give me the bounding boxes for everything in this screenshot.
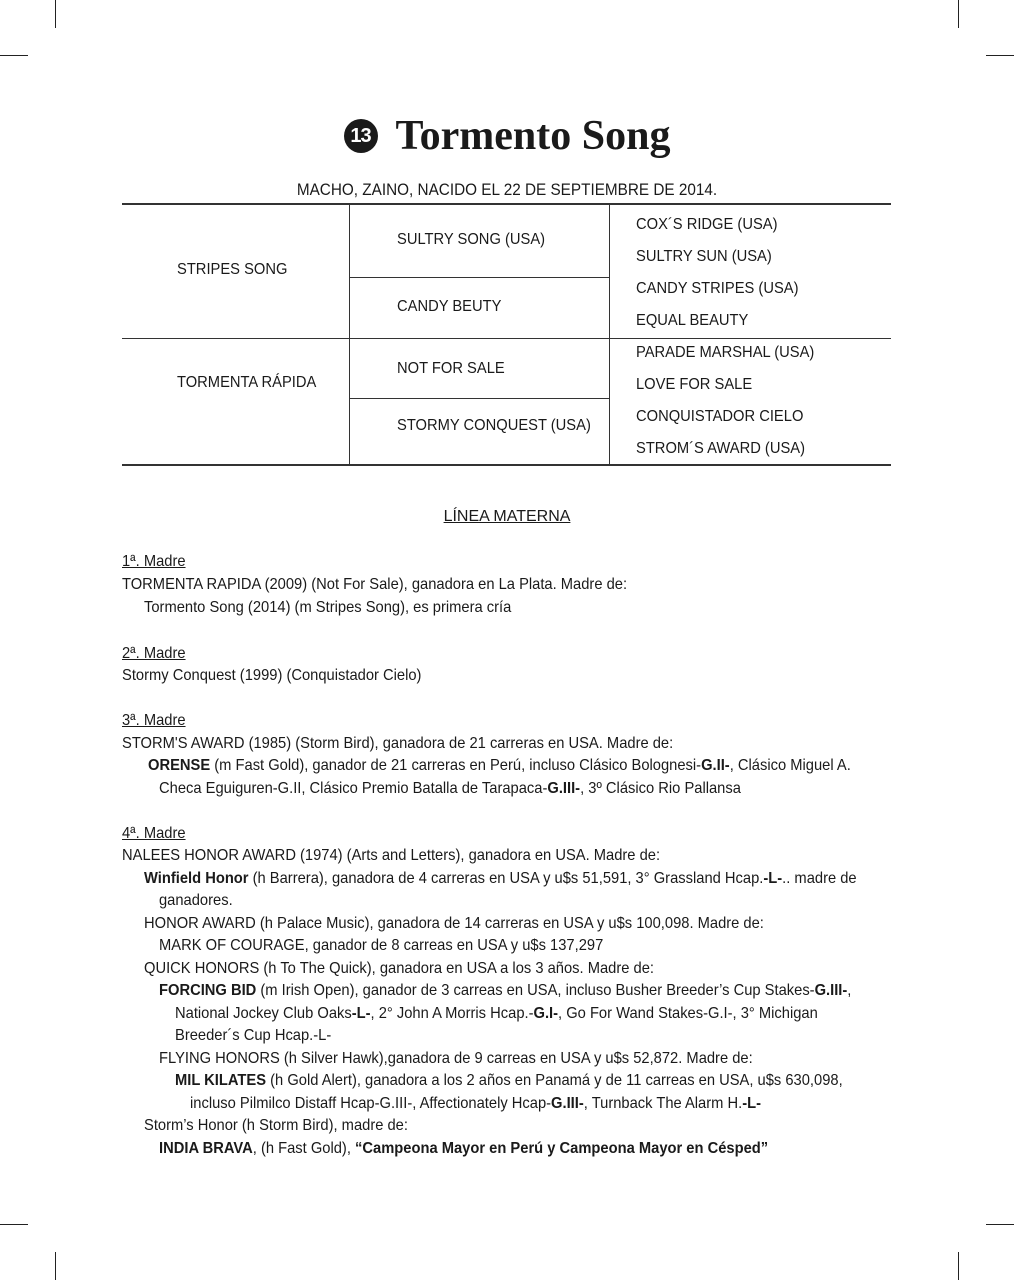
- table-divider: [349, 398, 609, 399]
- fourth-dam-line: NALEES HONOR AWARD (1974) (Arts and Letters), ganadora en USA. Madre de:: [122, 847, 661, 864]
- horse-name-bold: ORENSE: [148, 757, 211, 774]
- pedigree-gen3: EQUAL BEAUTY: [636, 312, 749, 329]
- crop-mark: [986, 1224, 1014, 1225]
- lot-number-badge: 13: [344, 119, 378, 153]
- crop-mark: [55, 1252, 56, 1280]
- pedigree-gen2: STORMY CONQUEST (USA): [397, 417, 591, 434]
- pedigree-gen3: COX´S RIDGE (USA): [636, 216, 778, 233]
- fourth-dam-label: 4ª. Madre: [122, 825, 186, 842]
- table-divider-middle: [122, 338, 891, 339]
- crop-mark: [958, 1252, 959, 1280]
- forcing-bid-entry-cont: Breeder´s Cup Hcap.-L-: [175, 1027, 332, 1044]
- pedigree-gen3: CONQUISTADOR CIELO: [636, 408, 804, 425]
- crop-mark: [55, 0, 56, 28]
- section-heading-maternal-line: LÍNEA MATERNA: [443, 508, 571, 525]
- mark-of-courage-entry: MARK OF COURAGE, ganador de 8 carreas en USA y u$s 137,297: [159, 937, 604, 954]
- orense-entry-cont: Checa Eguiguren-G.II, Clásico Premio Batalla de Tarapaca-G.III-, 3º Clásico Rio Pallansa: [159, 780, 741, 797]
- table-column-divider: [609, 203, 610, 466]
- second-dam-label: 2ª. Madre: [122, 645, 186, 662]
- first-dam-label: 1ª. Madre: [122, 553, 186, 570]
- pedigree-gen3: CANDY STRIPES (USA): [636, 280, 799, 297]
- title-row: [0, 112, 1014, 160]
- horse-description: MACHO, ZAINO, NACIDO EL 22 DE SEPTIEMBRE DE 2014.: [296, 180, 718, 199]
- pedigree-gen3: LOVE FOR SALE: [636, 376, 753, 393]
- second-dam-line: Stormy Conquest (1999) (Conquistador Cielo): [122, 667, 422, 684]
- third-dam-label: 3ª. Madre: [122, 712, 186, 729]
- pedigree-dam: TORMENTA RÁPIDA: [177, 374, 317, 391]
- winfield-entry: Winfield Honor (h Barrera), ganadora de 4 carreras en USA y u$s 51,591, 3° Grassland Hcap.-L-.. madre de: [144, 870, 857, 887]
- storms-honor-entry: Storm’s Honor (h Storm Bird), madre de:: [144, 1117, 408, 1134]
- honor-award-entry: HONOR AWARD (h Palace Music), ganadora de 14 carreras en USA y u$s 100,098. Madre de:: [144, 915, 764, 932]
- crop-mark: [986, 55, 1014, 56]
- quick-honors-entry: QUICK HONORS (h To The Quick), ganadora en USA a los 3 años. Madre de:: [144, 960, 654, 977]
- winfield-entry-cont: ganadores.: [159, 892, 233, 909]
- table-border-top: [122, 203, 891, 205]
- first-dam-line: TORMENTA RAPIDA (2009) (Not For Sale), ganadora en La Plata. Madre de:: [122, 576, 628, 593]
- orense-entry: ORENSE (m Fast Gold), ganador de 21 carreras en Perú, incluso Clásico Bolognesi-G.II-, Clásico Miguel A.: [148, 757, 851, 774]
- pedigree-table: [122, 203, 891, 466]
- pedigree-gen2: SULTRY SONG (USA): [397, 231, 546, 248]
- pedigree-sire: STRIPES SONG: [177, 261, 288, 278]
- mil-kilates-entry: MIL KILATES (h Gold Alert), ganadora a los 2 años en Panamá y de 11 carreas en USA, u$s 630,098,: [175, 1072, 843, 1089]
- first-dam-offspring: Tormento Song (2014) (m Stripes Song), es primera cría: [144, 599, 512, 616]
- pedigree-gen3: STROM´S AWARD (USA): [636, 440, 806, 457]
- pedigree-gen3: SULTRY SUN (USA): [636, 248, 772, 265]
- forcing-bid-entry-cont: National Jockey Club Oaks-L-, 2° John A Morris Hcap.-G.I-, Go For Wand Stakes-G.I-, 3° Michigan: [175, 1005, 818, 1022]
- crop-mark: [0, 55, 28, 56]
- forcing-bid-entry: FORCING BID (m Irish Open), ganador de 3 carreas en USA, incluso Busher Breeder’s Cup Stakes-G.III-,: [159, 982, 852, 999]
- page-title: Tormento Song: [395, 113, 671, 159]
- table-column-divider: [349, 203, 350, 466]
- pedigree-gen2: CANDY BEUTY: [397, 298, 502, 315]
- third-dam-line: STORM'S AWARD (1985) (Storm Bird), ganadora de 21 carreras en USA. Madre de:: [122, 735, 674, 752]
- india-brava-entry: INDIA BRAVA, (h Fast Gold), “Campeona Mayor en Perú y Campeona Mayor en Césped”: [159, 1140, 769, 1157]
- pedigree-gen3: PARADE MARSHAL (USA): [636, 344, 815, 361]
- crop-mark: [958, 0, 959, 28]
- table-divider: [349, 277, 609, 278]
- flying-honors-entry: FLYING HONORS (h Silver Hawk),ganadora de 9 carreas en USA y u$s 52,872. Madre de:: [159, 1050, 753, 1067]
- crop-mark: [0, 1224, 28, 1225]
- table-border-bottom: [122, 464, 891, 466]
- mil-kilates-entry-cont: incluso Pilmilco Distaff Hcap-G.III-, Affectionately Hcap-G.III-, Turnback The Alarm H.-L-: [190, 1095, 762, 1112]
- pedigree-gen2: NOT FOR SALE: [397, 360, 505, 377]
